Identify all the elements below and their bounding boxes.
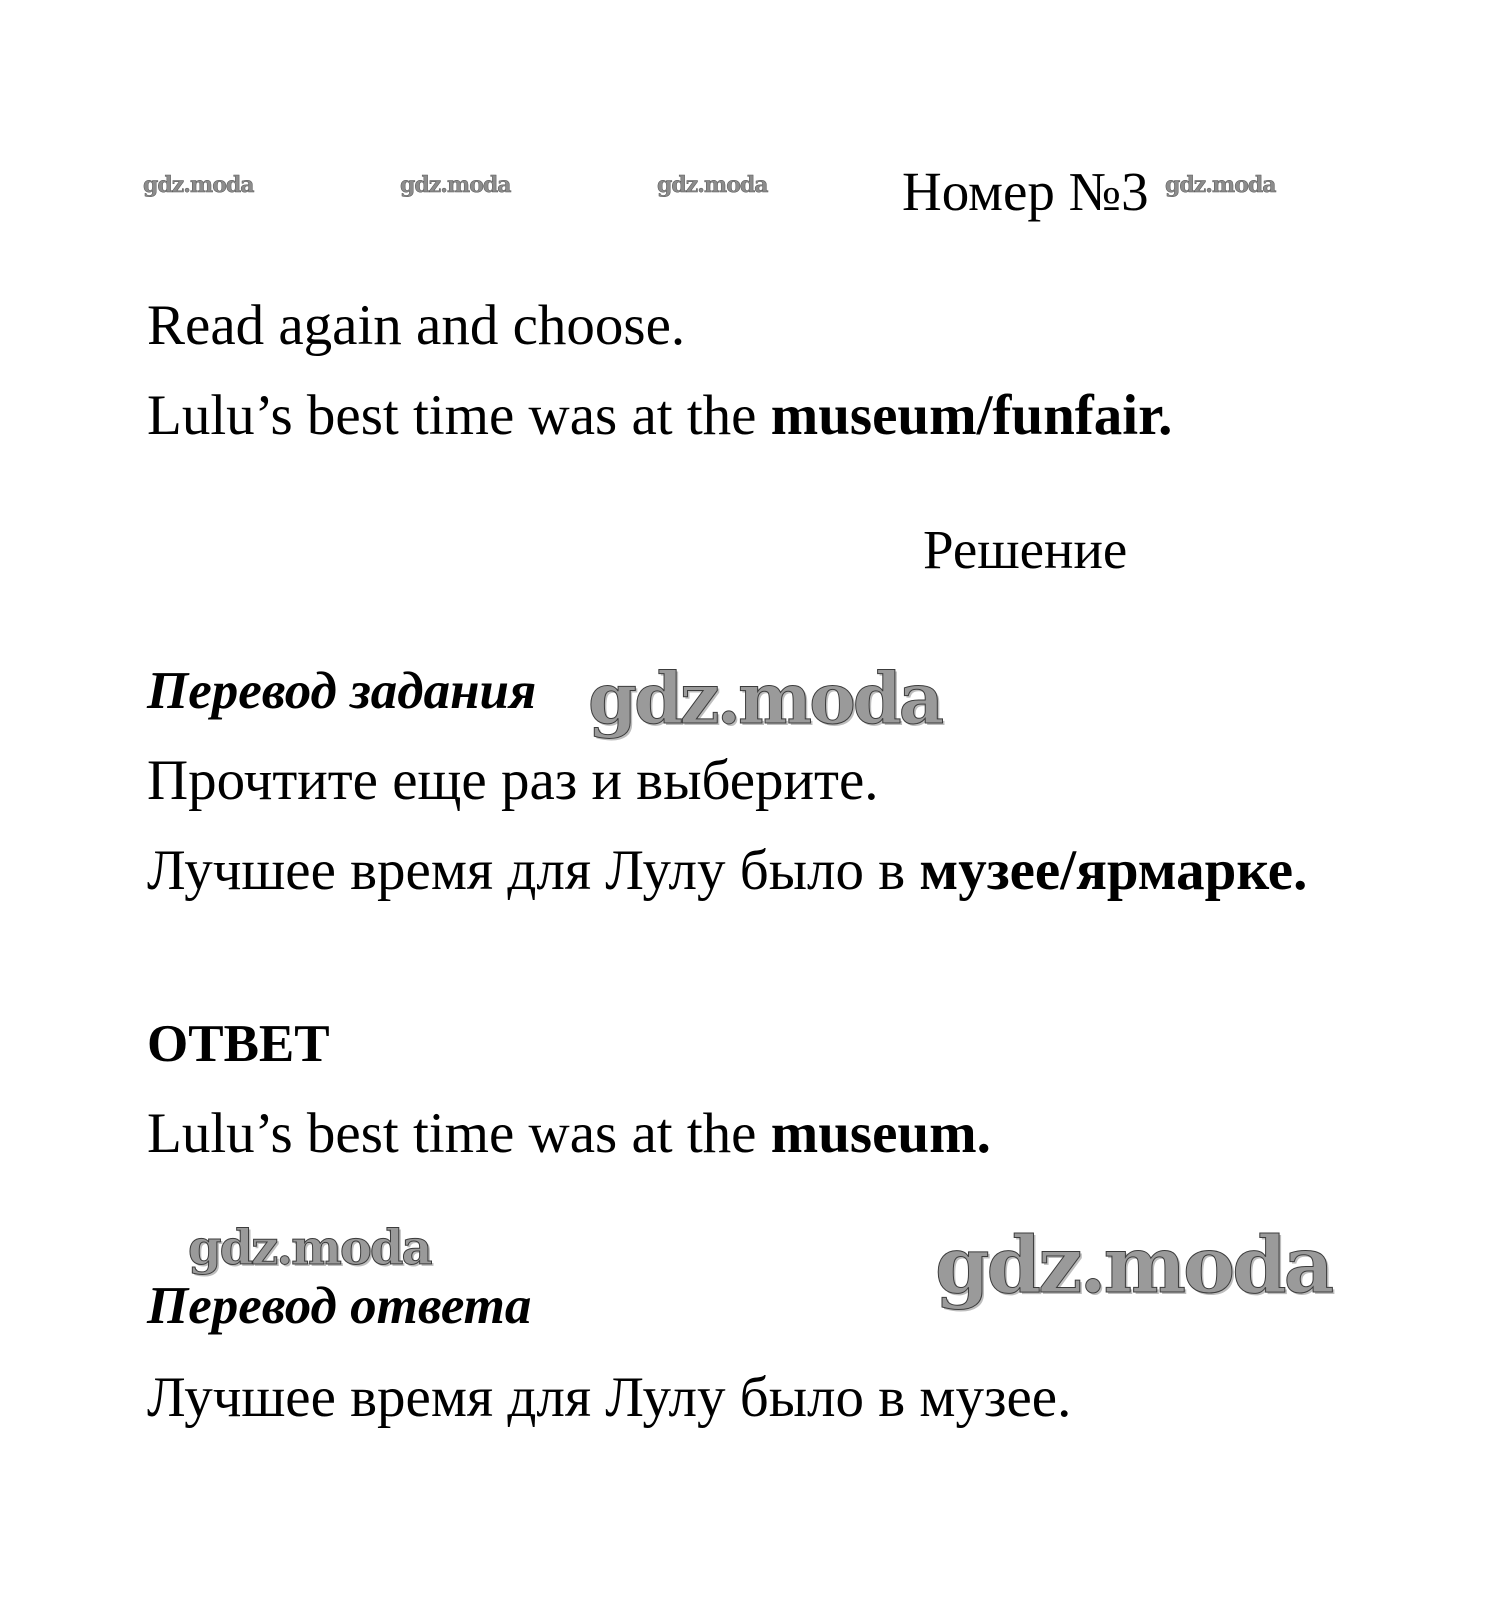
- task-translation-heading: Перевод задания: [147, 662, 537, 720]
- page-title: Номер №3: [902, 161, 1149, 222]
- solution-label: Решение: [923, 519, 1128, 580]
- watermark-small-3: gdz.moda: [657, 172, 768, 198]
- answer-sentence: [147, 1102, 991, 1165]
- answer-translation-heading: Перевод ответа: [147, 1277, 532, 1335]
- task-instruction: Read again and choose.: [147, 294, 686, 357]
- answer-heading: ОТВЕТ: [147, 1015, 330, 1073]
- answer-translation-sentence: Лучшее время для Лулу было в музее.: [147, 1366, 1072, 1429]
- watermark-small-1: gdz.moda: [143, 172, 254, 198]
- answer-sentence-choice: museum.: [770, 1102, 991, 1165]
- task-translation-instruction: Прочтите еще раз и выберите.: [147, 749, 879, 812]
- watermark-big: gdz.moda: [935, 1220, 1332, 1311]
- task-sentence: [147, 384, 1173, 447]
- task-sentence-choice: museum/funfair.: [770, 384, 1173, 447]
- task-translation-sentence: [147, 839, 1308, 902]
- watermark-mid-1: gdz.moda: [588, 657, 942, 740]
- watermark-small-2: gdz.moda: [400, 172, 511, 198]
- task-sentence-text: Lulu’s best time was at the: [147, 384, 771, 447]
- watermark-small-4: gdz.moda: [1165, 172, 1276, 198]
- task-translation-text: Лучшее время для Лулу было в: [147, 839, 920, 902]
- watermark-mid-2: gdz.moda: [188, 1220, 431, 1276]
- answer-sentence-text: Lulu’s best time was at the: [147, 1102, 771, 1165]
- task-translation-choice: музее/ярмарке.: [919, 839, 1308, 902]
